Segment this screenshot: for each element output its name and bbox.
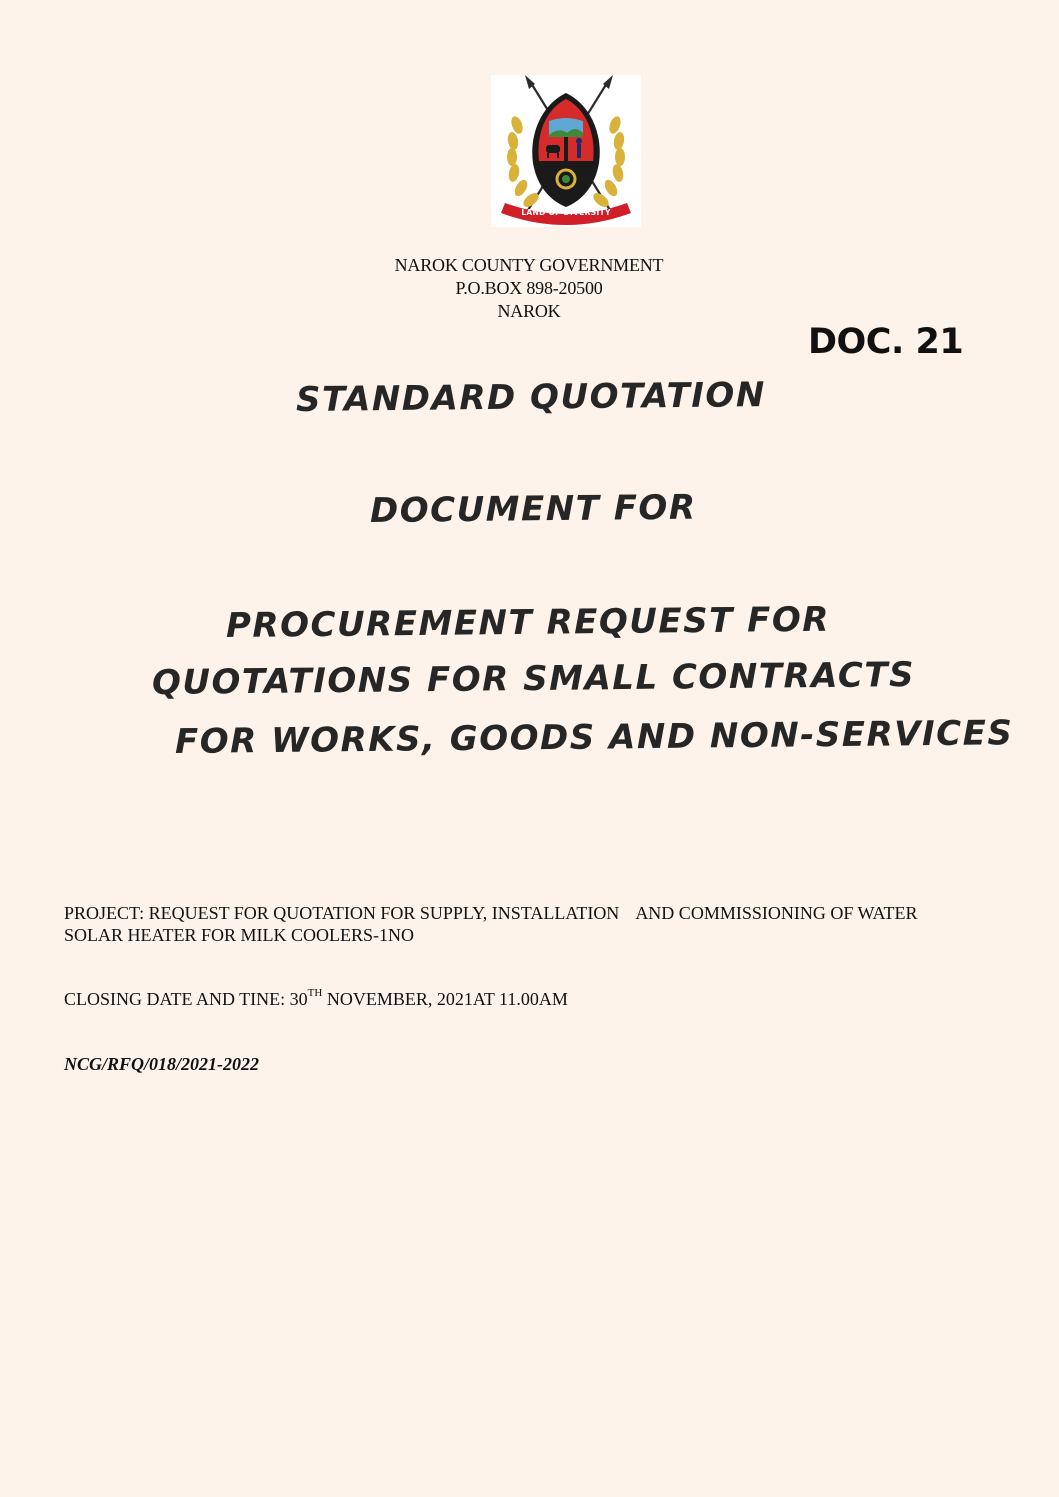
title-line-3: PROCUREMENT REQUEST FOR bbox=[225, 599, 831, 646]
address-line-po-box: P.O.BOX 898-20500 bbox=[455, 278, 603, 298]
closing-date-superscript: TH bbox=[307, 987, 323, 999]
address-line-organization: NAROK COUNTY GOVERNMENT bbox=[394, 255, 664, 275]
crest-motto: LAND OF DIVERSITY bbox=[521, 208, 611, 217]
document-number: DOC. 21 bbox=[808, 322, 964, 362]
closing-date-label: CLOSING DATE AND TINE: 30 bbox=[64, 989, 308, 1009]
project-description bbox=[64, 902, 1024, 946]
title-line-5: FOR WORKS, GOODS AND NON-SERVICES bbox=[174, 713, 1014, 762]
address-block bbox=[329, 254, 729, 323]
reference-number: NCG/RFQ/018/2021-2022 bbox=[64, 1054, 260, 1074]
title-line-2: DOCUMENT FOR bbox=[369, 487, 697, 531]
closing-date-rest: NOVEMBER, 2021AT 11.00AM bbox=[322, 989, 568, 1009]
title-line-4: QUOTATIONS FOR SMALL CONTRACTS bbox=[151, 655, 916, 703]
coat-of-arms-icon bbox=[491, 75, 641, 227]
closing-date bbox=[64, 988, 568, 1010]
project-line-1b: AND COMMISSIONING OF WATER bbox=[635, 903, 918, 923]
address-line-town: NAROK bbox=[497, 301, 561, 321]
title-line-1: STANDARD QUOTATION bbox=[295, 375, 767, 420]
project-line-2: SOLAR HEATER FOR MILK COOLERS-1NO bbox=[64, 925, 415, 945]
project-line-1a: PROJECT: REQUEST FOR QUOTATION FOR SUPPLY, INSTALLATION bbox=[64, 903, 620, 923]
